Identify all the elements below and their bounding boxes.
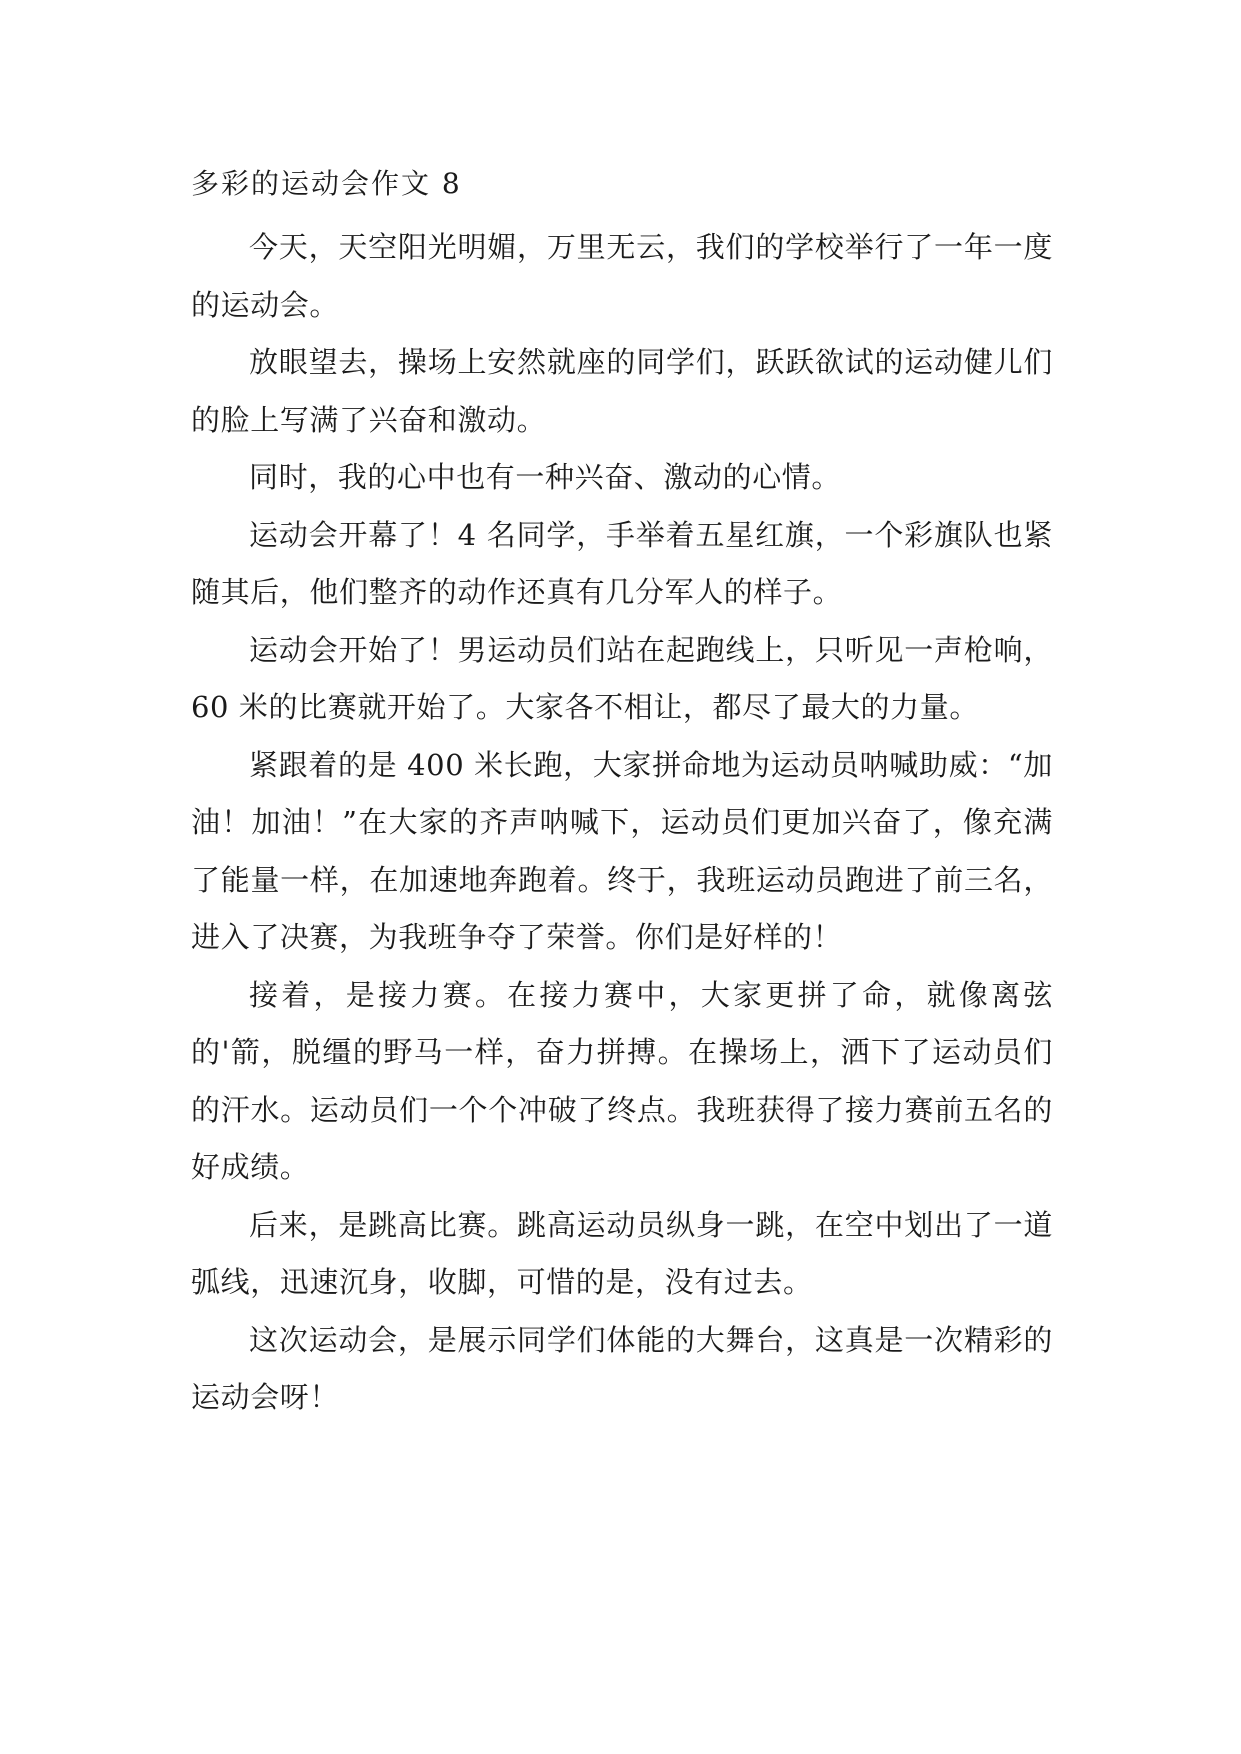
paragraph: 这次运动会，是展示同学们体能的大舞台，这真是一次精彩的运动会呀！ bbox=[191, 1322, 1053, 1414]
paragraph: 同时，我的心中也有一种兴奋、激动的心情。 bbox=[249, 460, 842, 494]
document-title: 多彩的运动会作文 8 bbox=[191, 167, 462, 200]
paragraph: 后来，是跳高比赛。跳高运动员纵身一跳，在空中划出了一道弧线，迅速沉身，收脚，可惜的是，没有过去。 bbox=[191, 1207, 1053, 1299]
paragraph: 接着，是接力赛。在接力赛中，大家更拼了命，就像离弦的'箭，脱缰的野马一样，奋力拼搏。在操场上，洒下了运动员们的汗水。运动员们一个个冲破了终点。我班获得了接力赛前五名的好成绩。 bbox=[191, 977, 1053, 1184]
paragraph: 今天，天空阳光明媚，万里无云，我们的学校举行了一年一度的运动会。 bbox=[191, 230, 1053, 322]
document-body bbox=[191, 219, 1053, 1427]
paragraph: 运动会开始了！男运动员们站在起跑线上，只听见一声枪响，60 米的比赛就开始了。大家各不相让，都尽了最大的力量。 bbox=[191, 632, 1053, 724]
paragraph: 运动会开幕了！4 名同学，手举着五星红旗，一个彩旗队也紧随其后，他们整齐的动作还真有几分军人的样子。 bbox=[191, 517, 1053, 609]
paragraph: 放眼望去，操场上安然就座的同学们，跃跃欲试的运动健儿们的脸上写满了兴奋和激动。 bbox=[191, 345, 1053, 437]
paragraph: 紧跟着的是 400 米长跑，大家拼命地为运动员呐喊助威：“加油！加油！”在大家的齐声呐喊下，运动员们更加兴奋了，像充满了能量一样，在加速地奔跑着。终于，我班运动员跑进了前三名，进入了决赛，为我班争夺了荣誉。你们是好样的！ bbox=[191, 747, 1053, 954]
